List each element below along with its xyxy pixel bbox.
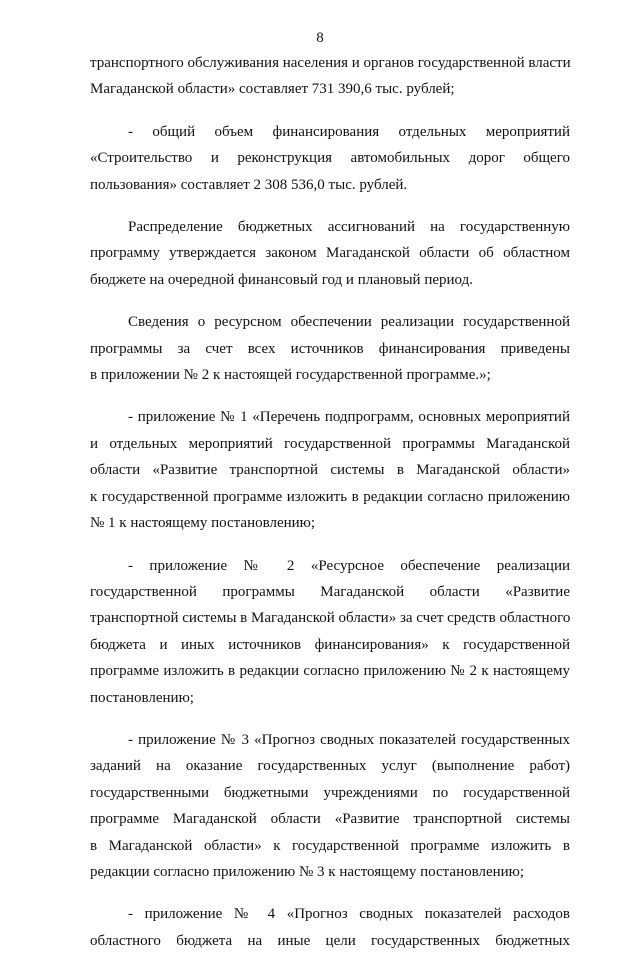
text-line: редакции согласно приложению № 3 к настоящему постановлению; <box>90 863 525 880</box>
text-line: пользования» составляет 2 308 536,0 тыс. рублей. <box>90 176 408 193</box>
text-line: областного бюджета на иные цели государственных бюджетных <box>90 932 570 949</box>
text-line: транспортной системы в Магаданской области» за счет средств областного <box>90 610 571 627</box>
text-line: заданий на оказание государственных услуг (выполнение работ) <box>90 758 570 775</box>
text-line: в Магаданской области» к государственной программе изложить в <box>90 837 570 854</box>
text-line: Распределение бюджетных ассигнований на государственную <box>128 219 570 236</box>
text-line: постановлению; <box>90 689 194 706</box>
text-line: - приложение № 3 «Прогноз сводных показателей государственных <box>128 731 570 748</box>
document-body <box>90 50 570 954</box>
text-line: Магаданской области» составляет 731 390,6 тыс. рублей; <box>90 81 455 98</box>
text-line: - общий объем финансирования отдельных мероприятий <box>128 123 570 140</box>
text-line: программу утверждается законом Магаданской области об областном <box>90 245 570 262</box>
text-line: программы за счет всех источников финансирования приведены <box>90 340 570 357</box>
text-line: бюджета и иных источников финансирования» к государственной <box>90 636 570 653</box>
text-line: бюджете на очередной финансовый год и плановый период. <box>90 271 473 288</box>
page-number: 8 <box>316 30 324 46</box>
text-line: государственной программы Магаданской области «Развитие <box>90 583 570 600</box>
text-line: к государственной программе изложить в редакции согласно приложению <box>90 488 570 505</box>
text-line: и отдельных мероприятий государственной программы Магаданской <box>90 435 570 452</box>
text-line: транспортного обслуживания населения и органов государственной власти <box>90 55 571 71</box>
text-line: - приложение № 2 «Ресурсное обеспечение реализации <box>128 557 570 574</box>
text-line: области «Развитие транспортной системы в Магаданской области» <box>90 462 570 479</box>
text-line: - приложение № 1 «Перечень подпрограмм, основных мероприятий <box>128 409 570 426</box>
text-line: государственными бюджетными учреждениями по государственной <box>90 784 570 801</box>
text-line: программе изложить в редакции согласно приложению № 2 к настоящему <box>90 663 570 680</box>
text-line: «Строительство и реконструкция автомобильных дорог общего <box>90 150 570 167</box>
text-line: в приложении № 2 к настоящей государственной программе.»; <box>90 367 491 384</box>
text-line: Сведения о ресурсном обеспечении реализации государственной <box>128 314 570 331</box>
text-line: - приложение № 4 «Прогноз сводных показателей расходов <box>128 906 570 923</box>
text-line: программе Магаданской области «Развитие транспортной системы <box>90 811 570 828</box>
text-line: № 1 к настоящему постановлению; <box>90 515 316 532</box>
